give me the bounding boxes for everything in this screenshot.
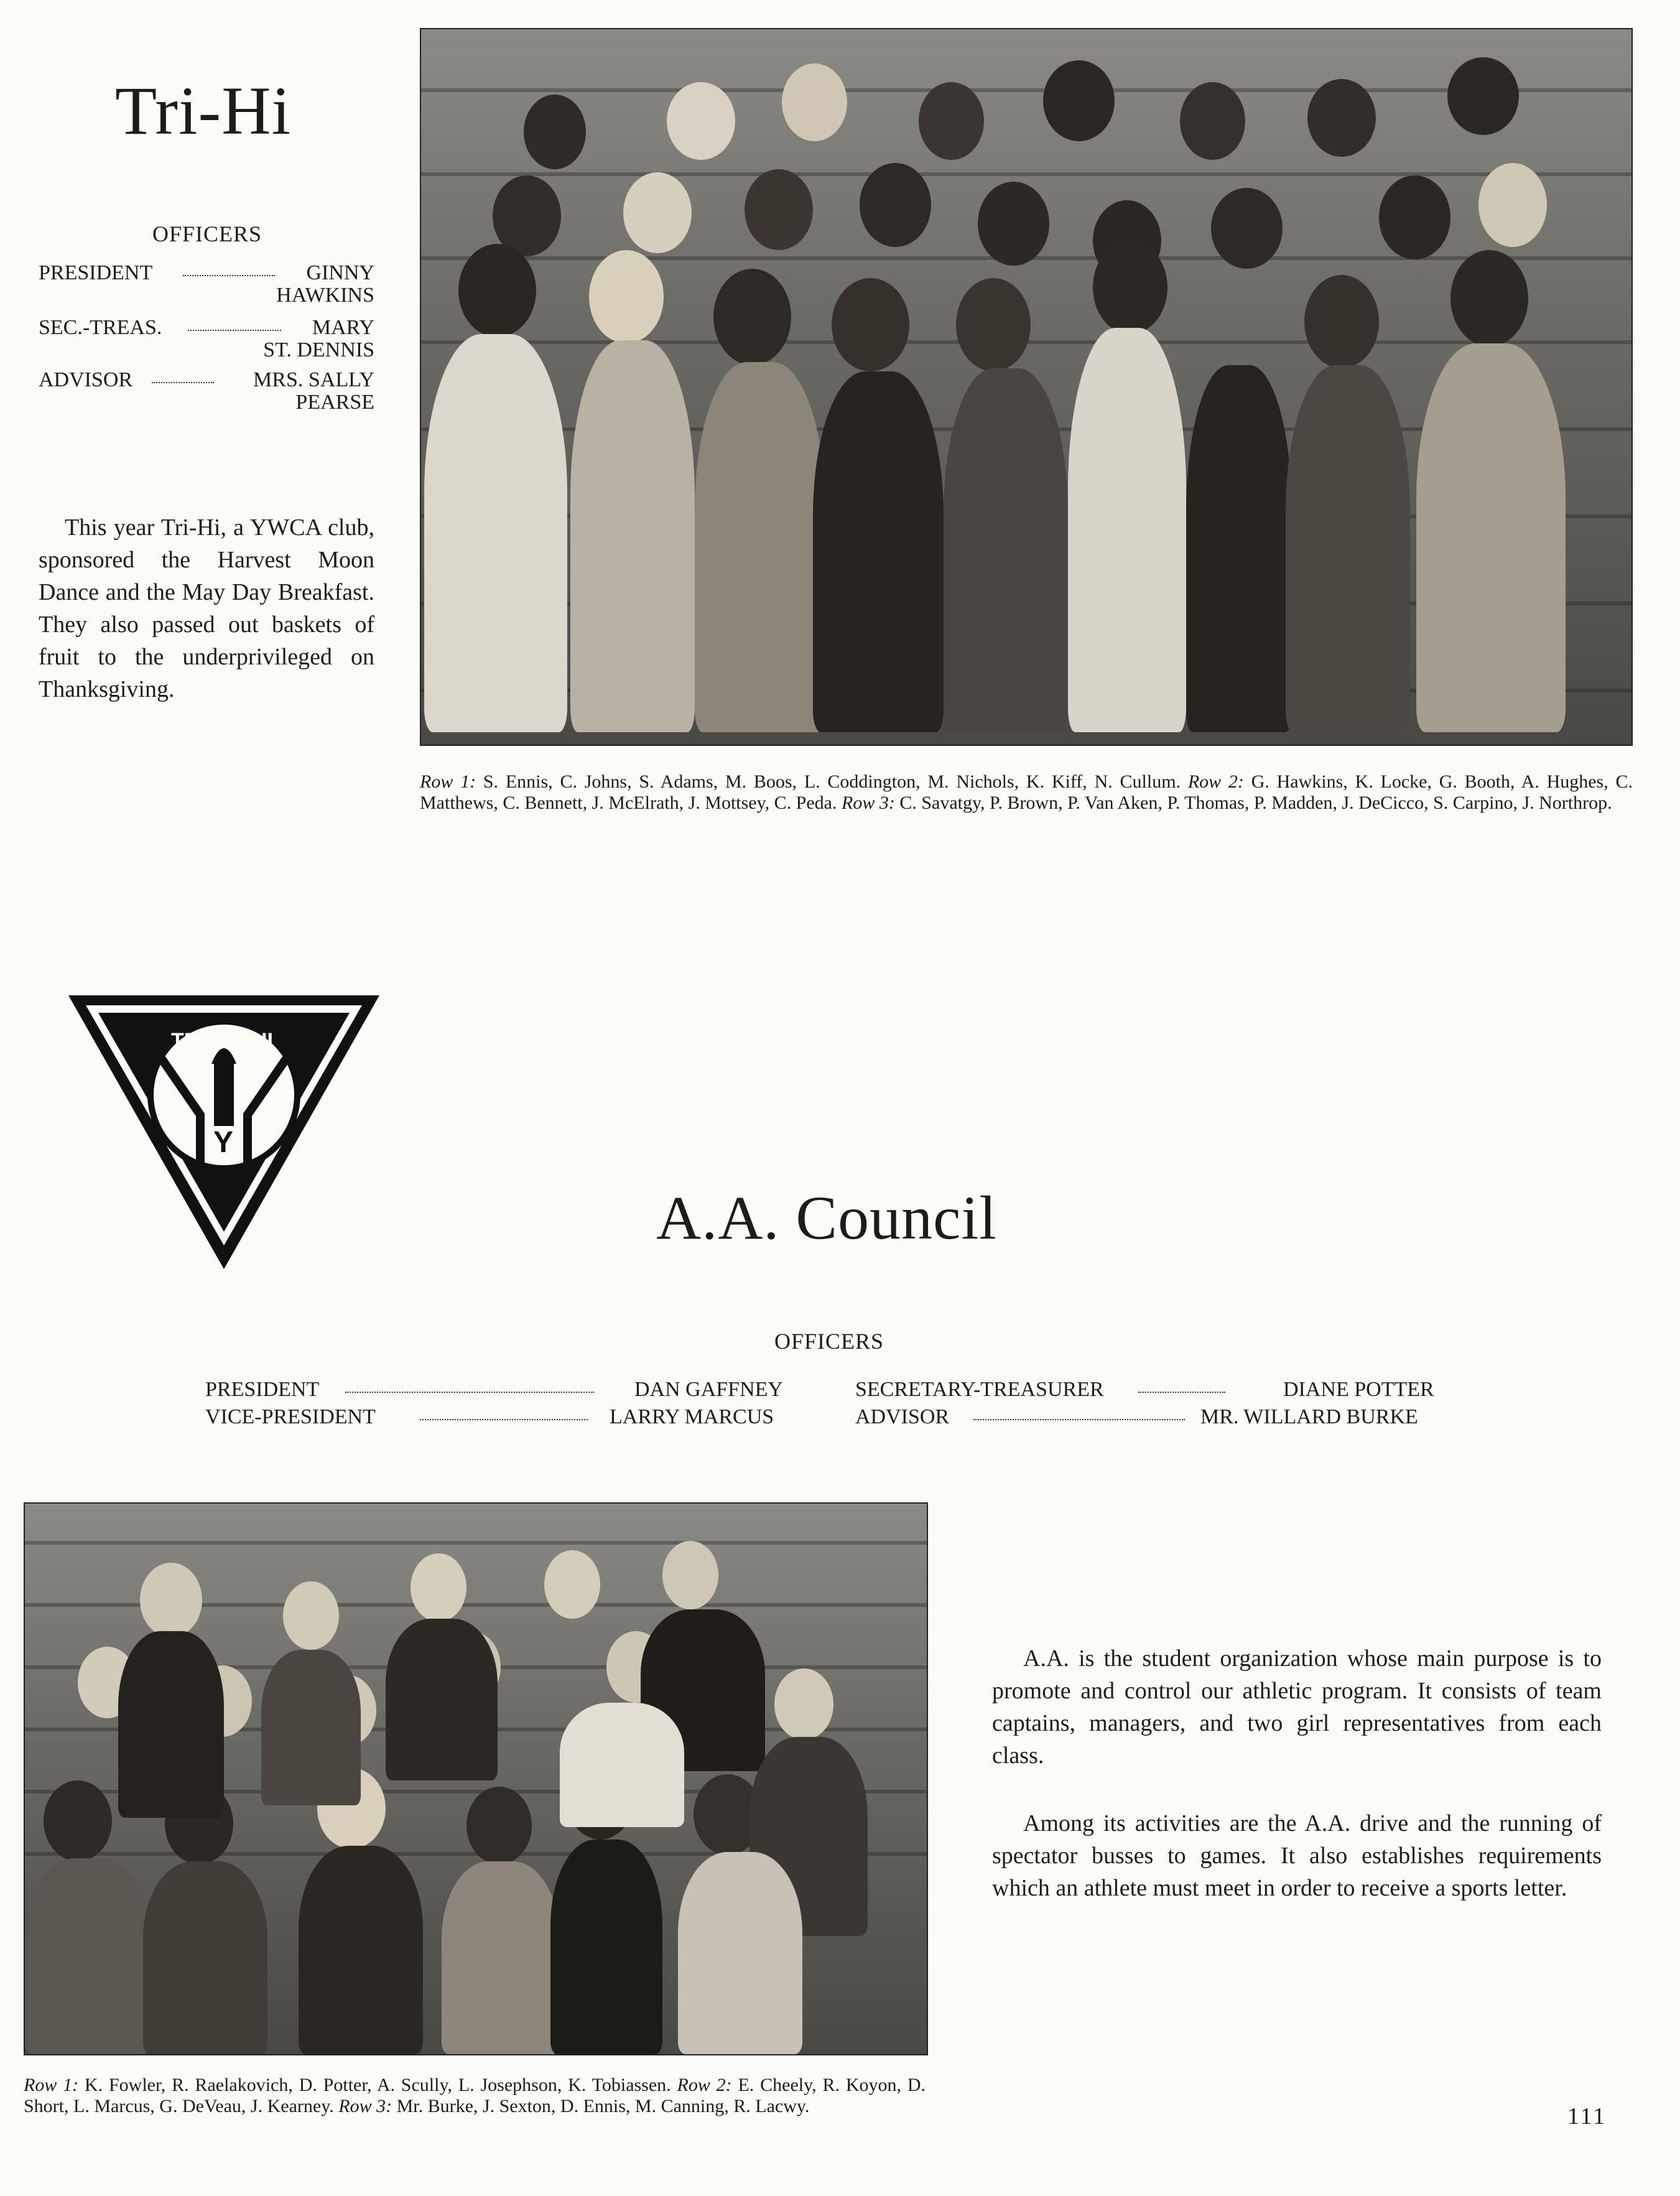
trihi-group-photo [420, 28, 1633, 746]
officer-name-line2: ST. DENNIS [263, 338, 374, 361]
officer-role: PRESIDENT [39, 261, 153, 284]
leader-dots [1138, 1392, 1225, 1393]
aa-officer-role: PRESIDENT [205, 1378, 320, 1401]
trihi-description: This year Tri-Hi, a YWCA club, sponsored the Harvest Moon Dance and the May Day Breakfast. They also passed out baskets of fruit to the underprivileged on Thanksgiving. [39, 514, 374, 702]
caption-row1-label: Row 1: [24, 2075, 85, 2095]
trihi-caption [420, 771, 1633, 814]
trihi-title: Tri-Hi [115, 73, 292, 149]
officer-role: ADVISOR [39, 368, 133, 391]
leader-dots [152, 382, 214, 383]
caption-row2-label: Row 2: [677, 2075, 738, 2095]
aa-group-photo [24, 1502, 928, 2055]
caption-row2-label: Row 2: [1187, 771, 1251, 792]
page-number: 111 [1567, 2103, 1607, 2129]
leader-dots [420, 1419, 588, 1420]
aa-officer-name: MR. WILLARD BURKE [1200, 1405, 1418, 1428]
aa-officers-heading: OFFICERS [774, 1329, 884, 1354]
leader-dots [183, 275, 275, 276]
caption-row2-names: E. Cheely, R. Koyon, D. Short, L. Marcus, G. DeVeau, J. Kearney. [24, 2075, 926, 2116]
caption-row1-names: S. Ennis, C. Johns, S. Adams, M. Boos, L. Coddington, M. Nichols, K. Kiff, N. Cullum. [483, 771, 1181, 792]
caption-row3-label: Row 3: [338, 2096, 397, 2116]
caption-row3-names: C. Savatgy, P. Brown, P. Van Aken, P. Thomas, P. Madden, J. DeCicco, S. Carpino, J. Northrop. [899, 793, 1612, 813]
trihi-officers-heading: OFFICERS [152, 221, 262, 246]
leader-dots [973, 1419, 1185, 1420]
caption-row1-label: Row 1: [420, 771, 483, 792]
aa-officer-name: DAN GAFFNEY [634, 1378, 783, 1401]
leader-dots [188, 330, 281, 331]
aa-caption [24, 2075, 926, 2117]
aa-officer-role: ADVISOR [855, 1405, 950, 1428]
logo-hi-text: HI [252, 1029, 273, 1053]
caption-row3-label: Row 3: [842, 793, 900, 813]
caption-row3-names: Mr. Burke, J. Sexton, D. Ennis, M. Canning, R. Lacwy. [396, 2096, 810, 2116]
aa-title: A.A. Council [656, 1183, 998, 1252]
trihi-y-logo [62, 989, 386, 1275]
trihi-officers-list [39, 261, 374, 423]
aa-officers-list [205, 1378, 1468, 1434]
caption-row1-names: K. Fowler, R. Raelakovich, D. Potter, A. Scully, L. Josephson, K. Tobiassen. [84, 2075, 671, 2095]
leader-dots [345, 1392, 594, 1393]
aa-officer-role: VICE-PRESIDENT [205, 1405, 376, 1428]
officer-name-line1: MARY [312, 316, 374, 339]
aa-paragraph-1: A.A. is the student organization whose main purpose is to promote and control our athletic program. It consists of team captains, managers, and two girl representatives from each class. [992, 1645, 1602, 1769]
officer-name-line1: MRS. SALLY [253, 368, 374, 391]
aa-officer-name: LARRY MARCUS [610, 1405, 774, 1428]
officer-name-line1: GINNY [306, 261, 374, 284]
officer-name-line2: PEARSE [295, 391, 374, 414]
officer-role: SEC.-TREAS. [39, 316, 162, 339]
aa-paragraph-2: Among its activities are the A.A. drive and the running of spectator busses to games. It also establishes requirements which an athlete must meet in order to receive a sports letter. [992, 1810, 1602, 1901]
logo-tri-text: TRI [171, 1029, 205, 1053]
aa-officer-name: DIANE POTTER [1283, 1378, 1434, 1401]
logo-y-text: Y [213, 1126, 234, 1159]
aa-officer-role: SECRETARY-TREASURER [855, 1378, 1104, 1401]
officer-name-line2: HAWKINS [276, 284, 374, 307]
torch-icon [214, 1064, 234, 1126]
caption-row2-names: G. Hawkins, K. Locke, G. Booth, A. Hughes, C. Matthews, C. Bennett, J. McElrath, J. Mottsey, C. Peda. [420, 771, 1633, 813]
